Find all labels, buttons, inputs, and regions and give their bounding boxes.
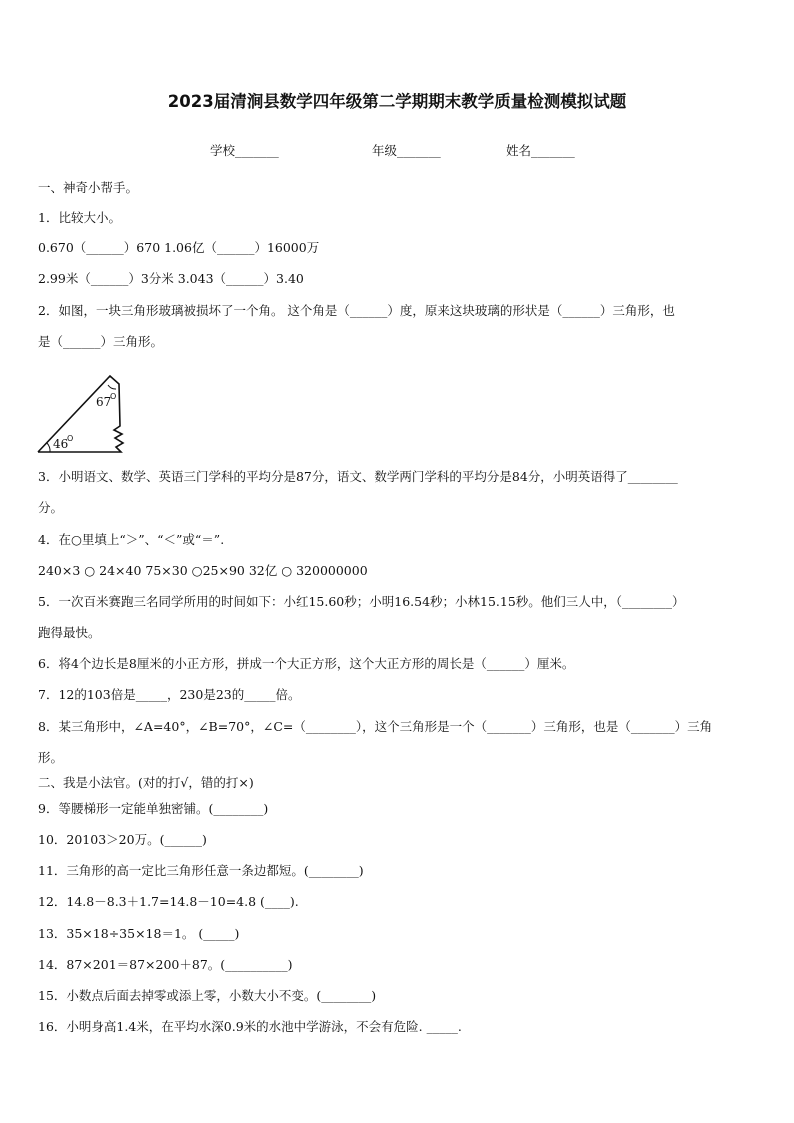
section-2-heading: 二、我是小法官。(对的打√，错的打×) (38, 775, 254, 790)
question-3: 3．小明语文、数学、英语三门学科的平均分是87分，语文、数学两门学科的平均分是84分，小明英语得了________ (38, 469, 678, 484)
question-9: 9．等腰梯形一定能单独密铺。(________) (38, 801, 269, 816)
question-1-row-1: 0.670（______）670 1.06亿（______）16000万 (38, 240, 320, 255)
question-2-cont: 是（______）三角形。 (38, 334, 164, 349)
angle-46-label: 46 (53, 437, 69, 451)
question-3-cont: 分。 (38, 500, 64, 515)
question-12: 12．14.8－8.3＋1.7=14.8－10=4.8 (____). (38, 894, 299, 909)
section-1-heading: 一、神奇小帮手。 (38, 180, 139, 195)
question-16: 16．小明身高1.4米，在平均水深0.9米的水池中学游泳，不会有危险. _____. (38, 1019, 462, 1034)
degree-sign-icon: O (110, 392, 117, 401)
question-14: 14．87×201＝87×200＋87。(__________) (38, 957, 293, 972)
question-13: 13．35×18÷35×18＝1。 (_____) (38, 926, 240, 941)
degree-sign-icon: O (67, 434, 74, 443)
school-field[interactable]: 学校_______ (210, 143, 279, 158)
question-8: 8．某三角形中，∠A=40°，∠B=70°，∠C=（________），这个三角形是一个（_______）三角形，也是（_______）三角 (38, 719, 713, 734)
broken-triangle-figure (36, 372, 146, 454)
question-2: 2．如图，一块三角形玻璃被损坏了一个角。 这个角是（______）度，原来这块玻璃的形状是（______）三角形，也 (38, 303, 675, 318)
angle-67-label: 67 (96, 395, 112, 409)
question-7: 7．12的103倍是_____，230是23的_____倍。 (38, 687, 301, 702)
question-1: 1．比较大小。 (38, 210, 121, 225)
question-6: 6．将4个边长是8厘米的小正方形，拼成一个大正方形，这个大正方形的周长是（______）厘米。 (38, 656, 575, 671)
question-15: 15．小数点后面去掉零或添上零，小数大小不变。(________) (38, 988, 377, 1003)
name-field[interactable]: 姓名_______ (506, 143, 575, 158)
question-8-cont: 形。 (38, 750, 64, 765)
question-1-row-2: 2.99米（______）3分米 3.043（______）3.40 (38, 271, 304, 286)
page-title: 2023届清涧县数学四年级第二学期期末教学质量检测模拟试题 (167, 92, 627, 111)
question-11: 11．三角形的高一定比三角形任意一条边都短。(________) (38, 863, 364, 878)
grade-field[interactable]: 年级_______ (372, 143, 441, 158)
question-5: 5．一次百米赛跑三名同学所用的时间如下：小红15.60秒；小明16.54秒；小林15.15秒。他们三人中，（________） (38, 594, 685, 609)
question-5-cont: 跑得最快。 (38, 625, 101, 640)
question-4: 4．在○里填上“＞”、“＜”或“＝”. (38, 532, 225, 547)
question-10: 10．20103＞20万。(______) (38, 832, 207, 847)
question-4-row: 240×3 ○ 24×40 75×30 ○25×90 32亿 ○ 320000000 (38, 563, 368, 578)
